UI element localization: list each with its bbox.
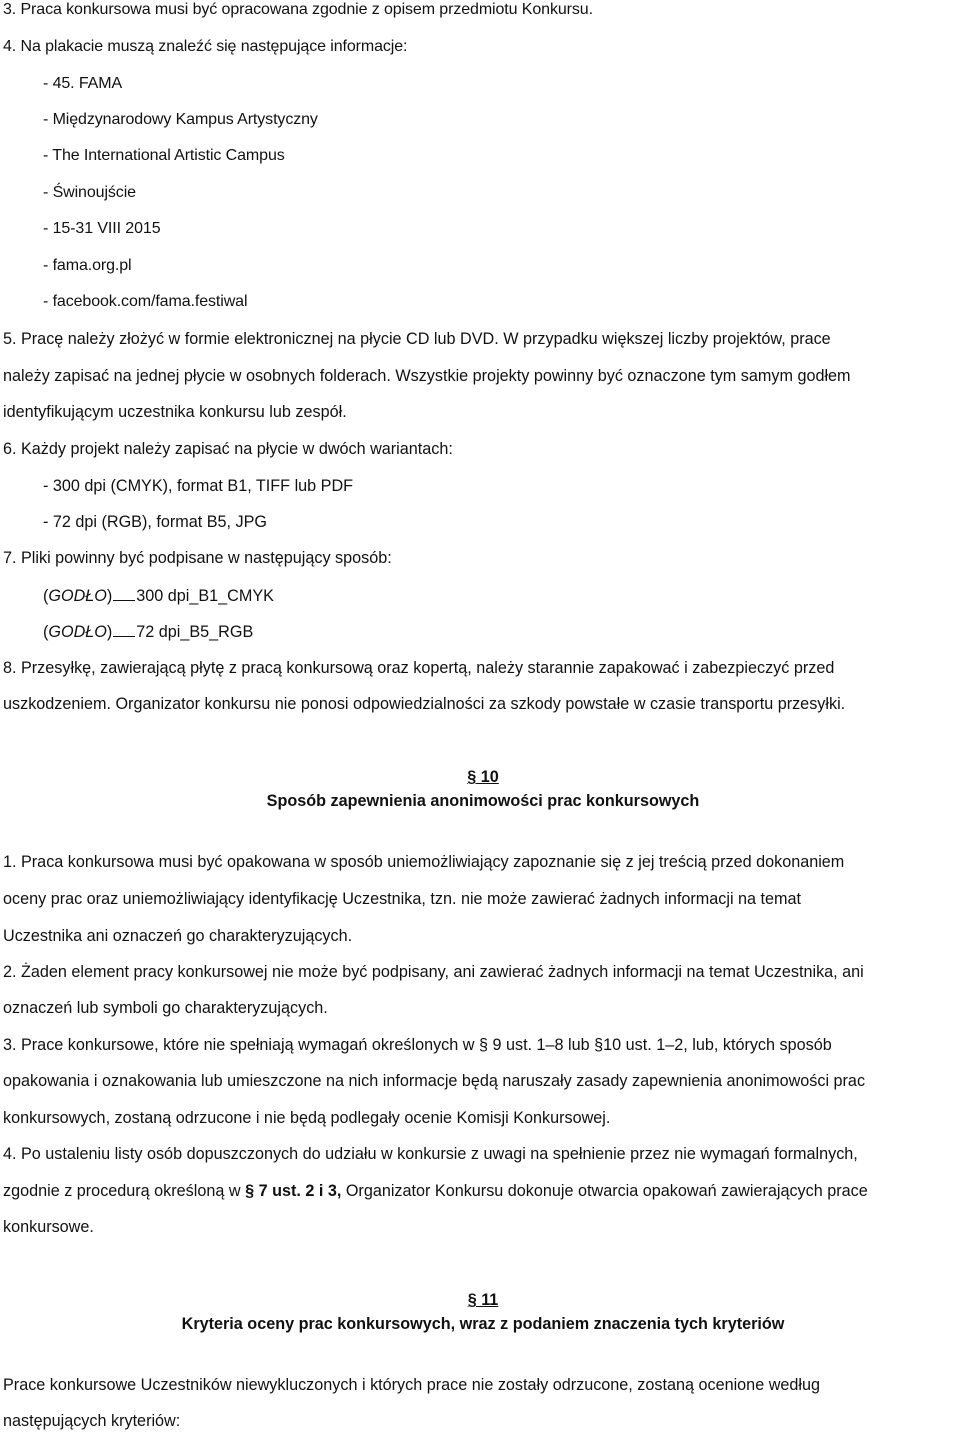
section-11-title: Kryteria oceny prac konkursowych, wraz z podaniem znaczenia tych kryteriów (181, 1315, 785, 1333)
poster-info-item: - Świnoujście (43, 184, 136, 201)
section-10-paragraph-line (3, 1181, 868, 1201)
filename-rest: 300 dpi_B1_CMYK (136, 587, 274, 605)
variant-item: - 300 dpi (CMYK), format B1, TIFF lub PDF (43, 477, 354, 495)
section-11-paragraph-line: następujących kryteriów: (3, 1412, 181, 1430)
section-10-paragraph-line: oznaczeń lub symboli go charakteryzujących. (3, 999, 328, 1017)
filename-close-paren: ) (106, 587, 113, 605)
poster-info-item: - facebook.com/fama.festiwal (43, 293, 248, 310)
variant-item: - 72 dpi (RGB), format B5, JPG (43, 513, 267, 531)
section-10-number: § 10 (467, 768, 499, 786)
section-10-paragraph-line: 3. Prace konkursowe, które nie spełniają wymagań określonych w § 9 ust. 1–8 lub §10 ust. 1–2, lub, których sposób (3, 1036, 832, 1054)
section-10-paragraph-line: 2. Żaden element pracy konkursowej nie może być podpisany, ani zawierać żadnych informacji na temat Uczestnika, ani (3, 963, 864, 981)
filename-code: GODŁO (48, 623, 107, 641)
filename-code: GODŁO (48, 587, 107, 605)
filename-open-paren: ( (43, 587, 49, 605)
filename-close-paren: ) (106, 623, 113, 641)
poster-info-item: - 45. FAMA (43, 75, 123, 92)
filename-pattern (43, 621, 253, 642)
procedure-text: zgodnie z procedurą określoną w (3, 1182, 246, 1200)
item-5-line: 5. Pracę należy złożyć w formie elektronicznej na płycie CD lub DVD. W przypadku większej liczby projektów, prace (3, 330, 831, 348)
poster-info-item: - Międzynarodowy Kampus Artystyczny (43, 111, 318, 128)
item-8-line: 8. Przesyłkę, zawierającą płytę z pracą konkursową oraz kopertą, należy starannie zapakować i zabezpieczyć przed (3, 659, 835, 677)
section-10-paragraph-line: opakowania i oznakowania lub umieszczone na nich informacje będą naruszały zasady zapewnienia anonimowości prac (3, 1072, 866, 1090)
filename-rest: 72 dpi_B5_RGB (136, 623, 254, 641)
filename-underscore (113, 621, 135, 637)
procedure-continuation: Organizator Konkursu dokonuje otwarcia opakowań zawierających prace (341, 1182, 868, 1200)
item-7: 7. Pliki powinny być podpisane w następujący sposób: (3, 549, 392, 567)
filename-underscore (113, 585, 135, 601)
item-5-line: należy zapisać na jednej płycie w osobnych folderach. Wszystkie projekty powinny być oznaczone tym samym godłem (3, 367, 851, 385)
filename-pattern (43, 585, 274, 606)
item-4: 4. Na plakacie muszą znaleźć się następujące informacje: (3, 38, 408, 55)
poster-info-item: - 15-31 VIII 2015 (43, 220, 161, 237)
procedure-reference: § 7 ust. 2 i 3, (245, 1182, 342, 1200)
item-5-line: identyfikującym uczestnika konkursu lub zespół. (3, 403, 347, 421)
section-11-paragraph-line: Prace konkursowe Uczestników niewykluczonych i których prace nie zostały odrzucone, zostaną ocenione według (3, 1376, 820, 1394)
item-6: 6. Każdy projekt należy zapisać na płycie w dwóch wariantach: (3, 440, 453, 458)
section-10-paragraph-line: konkursowe. (3, 1218, 94, 1236)
section-11-number: § 11 (467, 1291, 499, 1309)
section-10-paragraph-line: Uczestnika ani oznaczeń go charakteryzujących. (3, 927, 353, 945)
item-3: 3. Praca konkursowa musi być opracowana zgodnie z opisem przedmiotu Konkursu. (3, 1, 593, 18)
section-10-paragraph-line: konkursowych, zostaną odrzucone i nie będą podlegały ocenie Komisji Konkursowej. (3, 1109, 611, 1127)
poster-info-item: - The International Artistic Campus (43, 147, 285, 164)
item-8-line: uszkodzeniem. Organizator konkursu nie ponosi odpowiedzialności za szkody powstałe w czasie transportu przesyłki. (3, 695, 846, 713)
section-10-paragraph-line: 1. Praca konkursowa musi być opakowana w sposób uniemożliwiający zapoznanie się z jej treścią przed dokonaniem (3, 853, 845, 871)
section-10-title: Sposób zapewnienia anonimowości prac konkursowych (266, 792, 700, 810)
section-10-paragraph-line: oceny prac oraz uniemożliwiający identyfikację Uczestnika, tzn. nie może zawierać żadnych informacji na temat (3, 890, 802, 908)
poster-info-item: - fama.org.pl (43, 257, 132, 274)
filename-open-paren: ( (43, 623, 49, 641)
section-10-paragraph-line: 4. Po ustaleniu listy osób dopuszczonych do udziału w konkursie z uwagi na spełnienie przez nie wymagań formalnych, (3, 1145, 858, 1163)
